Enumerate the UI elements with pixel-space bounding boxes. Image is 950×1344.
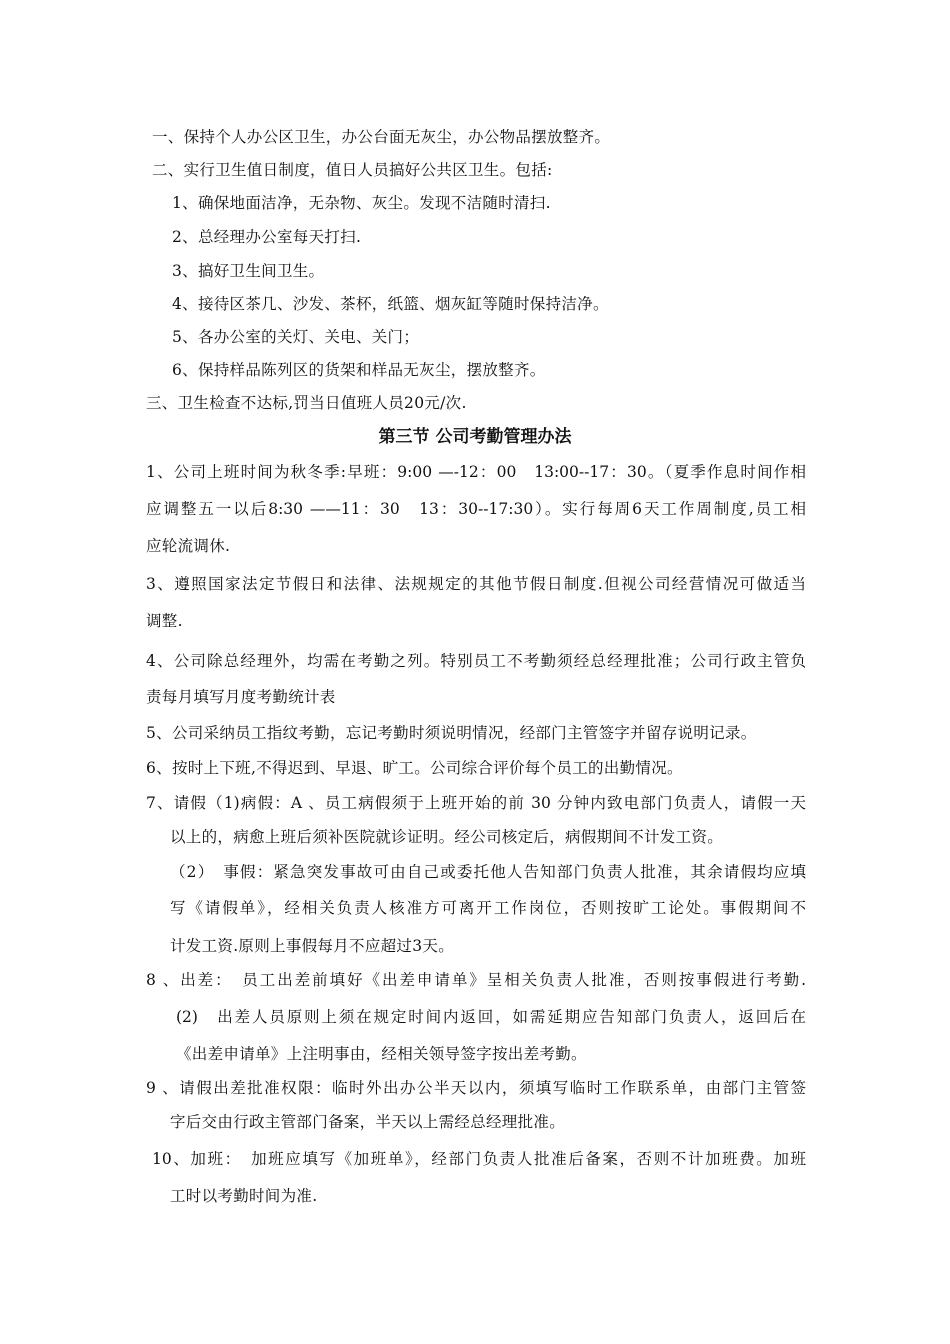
hygiene-item-2: 二、实行卫生值日制度，值日人员搞好公共区卫生。包括: xyxy=(152,161,553,179)
rule-4-line-1: 4、公司除总经理外，均需在考勤之列。特别员工不考勤须经总经理批准；公司行政主管负 xyxy=(146,652,806,670)
rule-1-line-1: 1、公司上班时间为秋冬季:早班：9:00 —-12：00 13:00--17：30。（夏季作息时间作相 xyxy=(146,463,806,481)
hygiene-item-3: 三、卫生检查不达标,罚当日值班人员20元/次. xyxy=(146,394,467,412)
rule-1-line-3: 应轮流调休. xyxy=(146,537,231,555)
rule-4-line-2: 责每月填写月度考勤统计表 xyxy=(146,688,336,706)
rule-8-line-2: (2) 出差人员原则上须在规定时间内返回，如需延期应告知部门负责人，返回后在 xyxy=(176,1008,806,1026)
rule-1-line-2: 应调整五一以后8:30 ——11：30 13：30--17:30）。实行每周6天工作周制度,员工相 xyxy=(146,500,806,518)
rule-7-line-5: 计发工资.原则上事假每月不应超过3天。 xyxy=(170,937,454,955)
rule-8-line-3: 《出差申请单》上注明事由，经相关领导签字按出差考勤。 xyxy=(176,1045,587,1063)
section-title: 第三节 公司考勤管理办法 xyxy=(378,427,572,447)
hygiene-sub-2: 2、总经理办公室每天打扫. xyxy=(172,228,362,246)
rule-6: 6、按时上下班,不得迟到、早退、旷工。公司综合评价每个员工的出勤情况。 xyxy=(146,759,683,777)
rule-3-line-2: 调整. xyxy=(146,612,183,630)
rule-3-line-1: 3、遵照国家法定节假日和法律、法规规定的其他节假日制度.但视公司经营情况可做适当 xyxy=(146,575,806,593)
rule-5: 5、公司采纳员工指纹考勤，忘记考勤时须说明情况，经部门主管签字并留存说明记录。 xyxy=(146,724,757,742)
rule-7-line-1: 7、请假（1)病假：A 、员工病假须于上班开始的前 30 分钟内致电部门负责人，请假一天 xyxy=(146,794,806,812)
rule-7-line-4: 写《请假单》，经相关负责人核准方可离开工作岗位，否则按旷工论处。事假期间不 xyxy=(170,899,806,917)
hygiene-sub-6: 6、保持样品陈列区的货架和样品无灰尘，摆放整齐。 xyxy=(172,361,546,379)
rule-10-line-2: 工时以考勤时间为准. xyxy=(170,1187,318,1205)
hygiene-sub-5: 5、各办公室的关灯、关电、关门； xyxy=(172,328,420,346)
hygiene-sub-3: 3、搞好卫生间卫生。 xyxy=(172,262,325,280)
hygiene-sub-4: 4、接待区茶几、沙发、茶杯，纸篮、烟灰缸等随时保持洁净。 xyxy=(172,295,609,313)
rule-7-line-3: （2） 事假：紧急突发事故可由自己或委托他人告知部门负责人批准，其余请假均应填 xyxy=(170,863,806,881)
rule-7-line-2: 以上的，病愈上班后须补医院就诊证明。经公司核定后，病假期间不计发工资。 xyxy=(170,828,724,846)
hygiene-item-1: 一、保持个人办公区卫生，办公台面无灰尘，办公物品摆放整齐。 xyxy=(152,128,611,146)
rule-10-line-1: 10、加班： 加班应填写《加班单》，经部门负责人批准后备案，否则不计加班费。加班 xyxy=(152,1150,806,1168)
hygiene-sub-1: 1、确保地面洁净，无杂物、灰尘。发现不洁随时清扫. xyxy=(172,194,551,212)
rule-9-line-1: 9 、请假出差批准权限：临时外出办公半天以内，须填写临时工作联系单，由部门主管签 xyxy=(146,1079,806,1097)
rule-8-line-1: 8 、出差： 员工出差前填好《出差申请单》呈相关负责人批准，否则按事假进行考勤. xyxy=(146,971,806,989)
rule-9-line-2: 字后交由行政主管部门备案，半天以上需经总经理批准。 xyxy=(170,1113,566,1131)
